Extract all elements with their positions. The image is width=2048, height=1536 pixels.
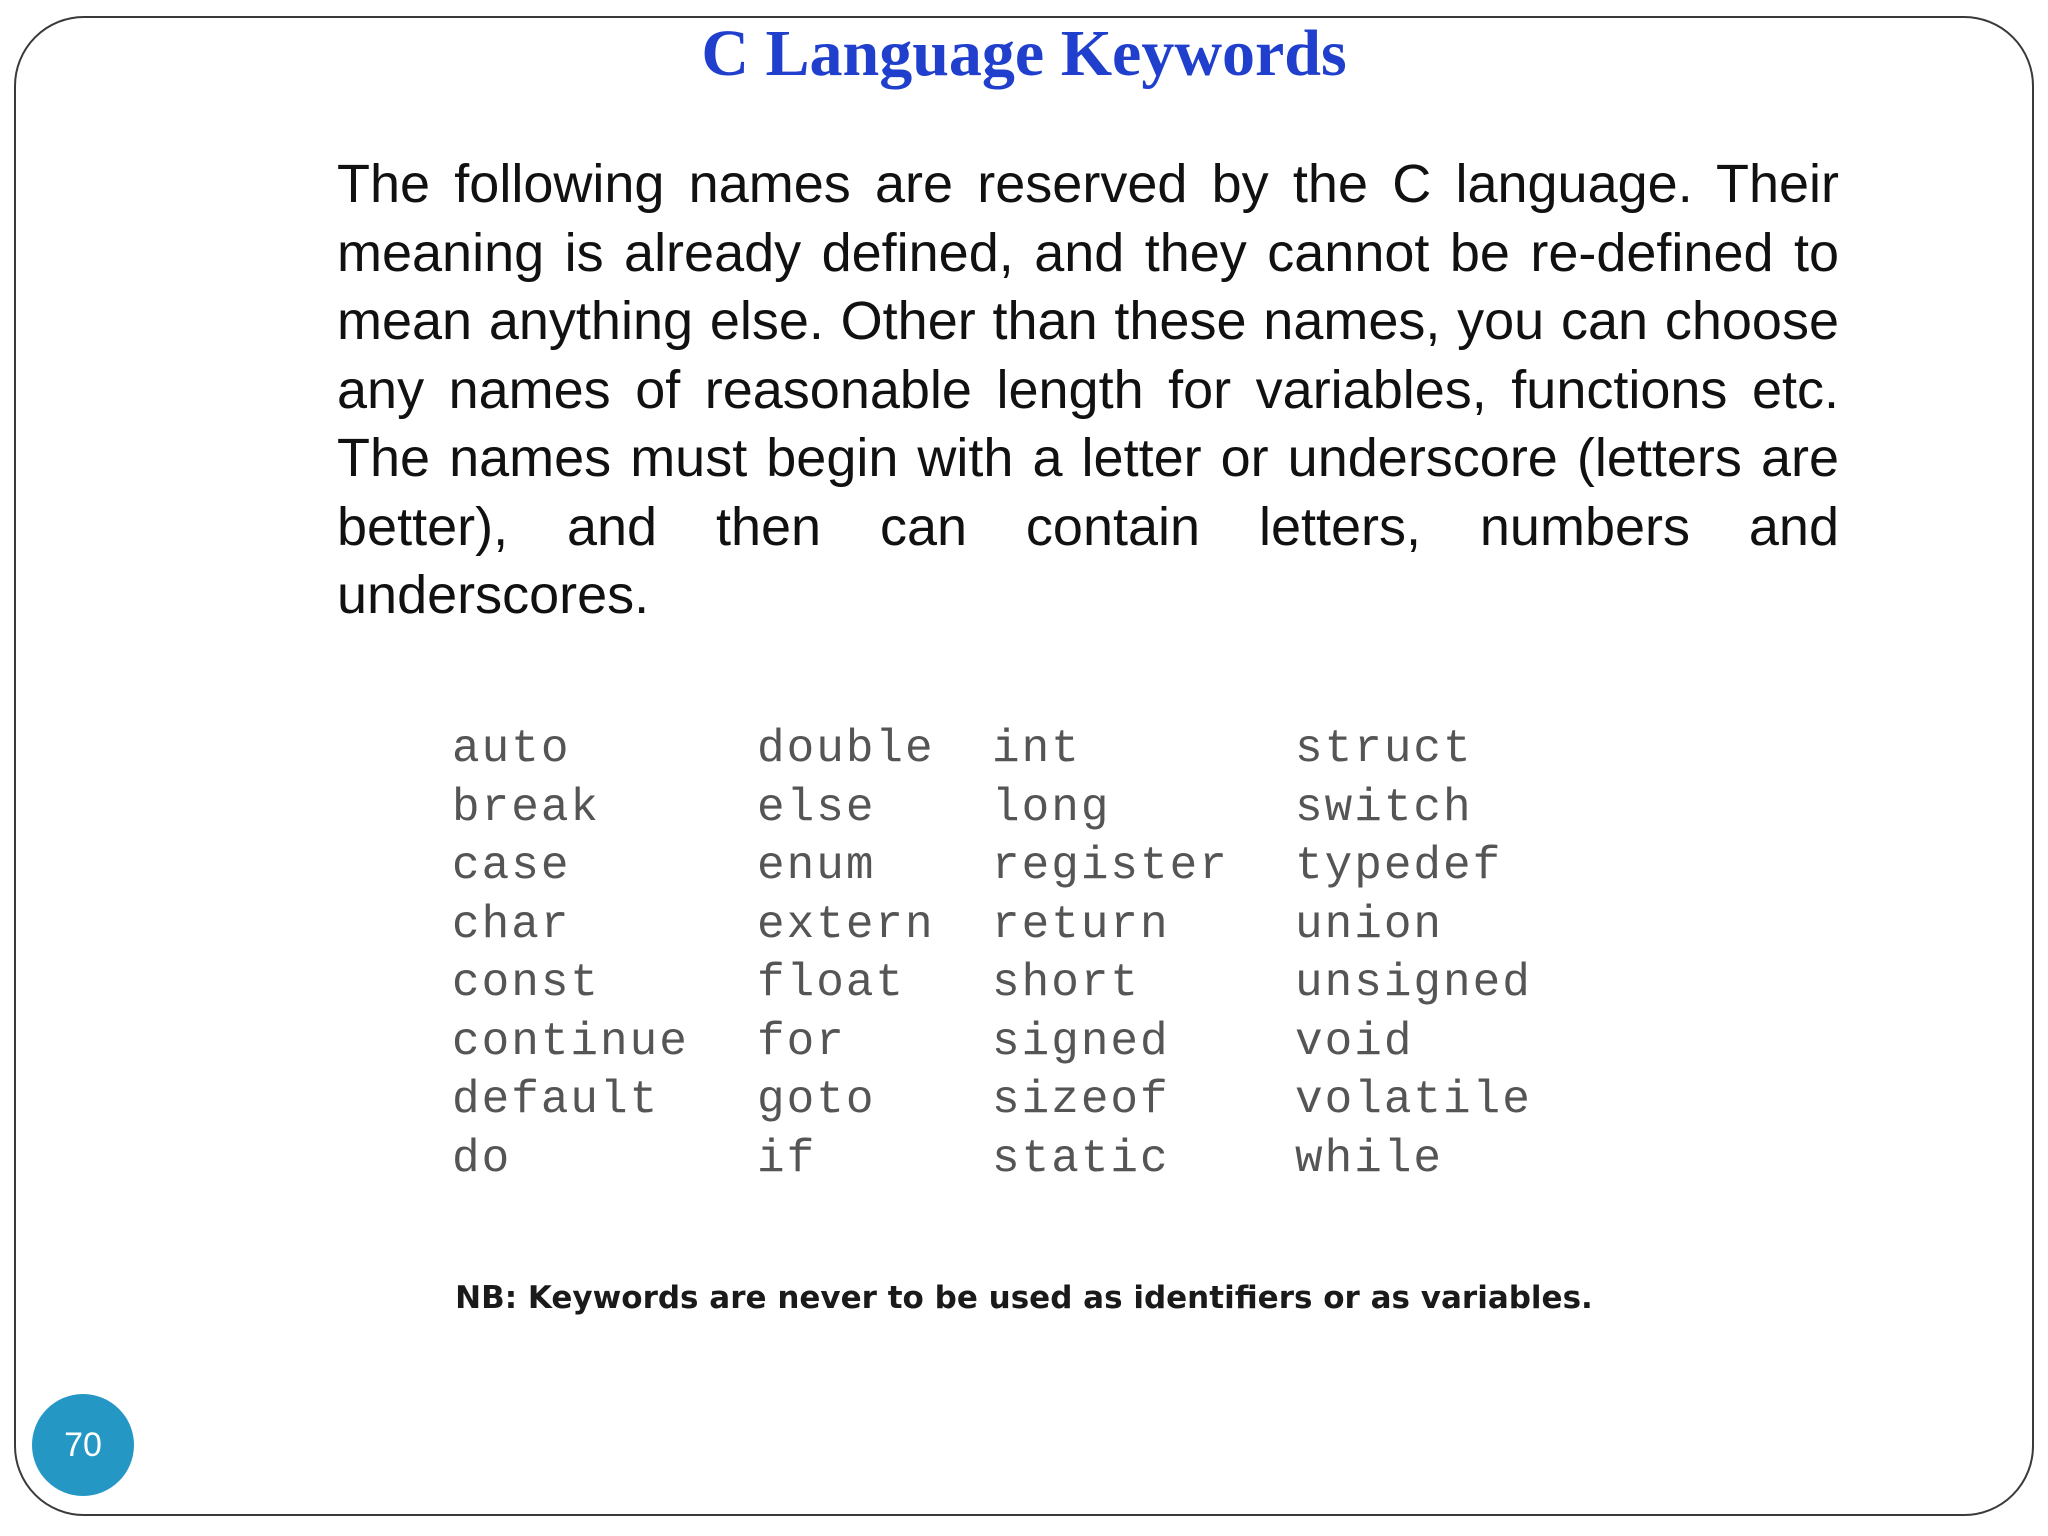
intro-paragraph: The following names are reserved by the C language. Their meaning is already defined, and they cannot be re-defined to mean anything else. Other than these names, you can choose any names of reasonable length for variables, functions etc. The names must begin with a letter or underscore (letters are better), and then can contain letters, numbers and underscores. xyxy=(337,154,1839,625)
keyword-cell: void xyxy=(1295,1015,1414,1068)
keyword-cell: continue xyxy=(452,1015,689,1068)
keyword-cell: sizeof xyxy=(992,1074,1170,1127)
keyword-cell: struct xyxy=(1295,723,1473,776)
keywords-row xyxy=(452,779,1615,838)
keywords-row xyxy=(452,1071,1615,1130)
keywords-row xyxy=(452,720,1615,779)
keyword-cell: return xyxy=(992,898,1170,951)
keywords-note: NB: Keywords are never to be used as identifiers or as variables. xyxy=(455,1280,1593,1316)
page-number: 70 xyxy=(64,1425,102,1464)
keyword-cell: const xyxy=(452,957,601,1010)
keyword-cell: case xyxy=(452,840,571,893)
keyword-cell: else xyxy=(757,781,876,834)
keyword-cell: enum xyxy=(757,840,876,893)
keywords-row xyxy=(452,1013,1615,1072)
keyword-cell: static xyxy=(992,1132,1170,1185)
keyword-cell: goto xyxy=(757,1074,876,1127)
keyword-cell: typedef xyxy=(1295,840,1503,893)
keyword-cell: unsigned xyxy=(1295,957,1532,1010)
slide-title: C Language Keywords xyxy=(701,17,1347,90)
keyword-cell: for xyxy=(757,1015,846,1068)
keyword-cell: default xyxy=(452,1074,660,1127)
page-number-badge xyxy=(32,1394,134,1496)
keyword-cell: if xyxy=(757,1132,817,1185)
keywords-row xyxy=(452,837,1615,896)
keywords-row xyxy=(452,896,1615,955)
keyword-cell: signed xyxy=(992,1015,1170,1068)
keyword-cell: short xyxy=(992,957,1141,1010)
keyword-cell: extern xyxy=(757,898,935,951)
keyword-cell: auto xyxy=(452,723,571,776)
keyword-cell: union xyxy=(1295,898,1444,951)
keyword-cell: char xyxy=(452,898,571,951)
keywords-row xyxy=(452,954,1615,1013)
keyword-cell: switch xyxy=(1295,781,1473,834)
keyword-cell: double xyxy=(757,723,935,776)
keywords-row xyxy=(452,1130,1615,1189)
keyword-cell: long xyxy=(992,781,1111,834)
keywords-table xyxy=(452,720,1615,1188)
keyword-cell: do xyxy=(452,1132,512,1185)
keyword-cell: int xyxy=(992,723,1081,776)
keyword-cell: volatile xyxy=(1295,1074,1532,1127)
keyword-cell: register xyxy=(992,840,1229,893)
keyword-cell: while xyxy=(1295,1132,1444,1185)
keyword-cell: break xyxy=(452,781,601,834)
keyword-cell: float xyxy=(757,957,906,1010)
